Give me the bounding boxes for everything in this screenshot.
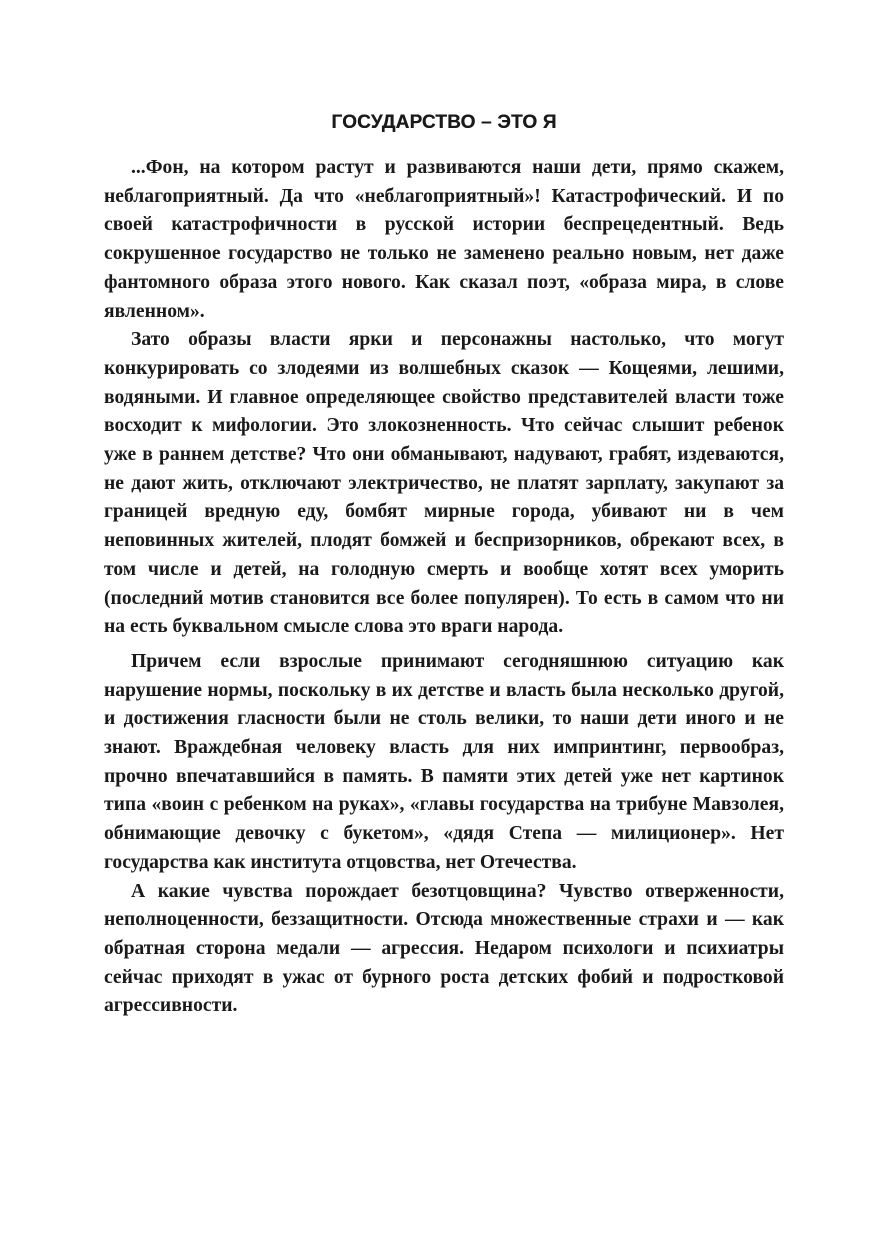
paragraph-4: А какие чувства порождает безотцовщина? Чувство отверженности, неполноценности, беззащитности. Отсюда множественные страхи и — как обратная сторона медали — агрессия. Недаром психологи и психиатры сейчас приходят в ужас от бурного роста детских фобий и подростковой агрессивности. [104,880,784,1017]
paragraph-3: Причем если взрослые принимают сегодняшнюю ситуацию как нарушение нормы, поскольку в их детстве и власть была несколько другой, и достижения гласности были не столь велики, то наши дети иного и не знают. Враждебная человеку власть для них импринтинг, первообраз, прочно впечатавшийся в память. В памяти этих детей уже нет картинок типа «воин с ребенком на руках», «главы государства на трибуне Мавзолея, обнимающие девочку с букетом», «дядя Степа — милиционер». Нет государства как института отцовства, нет Отечества. [104,650,784,873]
paragraph-2: Зато образы власти ярки и персонажны настолько, что могут конкурировать со злодеями из волшебных сказок — Кощеями, лешими, водяными. И главное определяющее свойство представителей власти тоже восходит к мифологии. Это злокозненность. Что сейчас слышит ребенок уже в раннем детстве? Что они обманывают, надувают, грабят, издеваются, не дают жить, отключают электричество, не платят зарплату, закупают за границей вредную еду, бомбят мирные города, убивают ни в чем неповинных жителей, плодят бомжей и беспризорников, обрекают всех, в том числе и детей, на голодную смерть и вообще хотят всех уморить (последний мотив становится все более популярен). То есть в самом что ни на есть буквальном смысле слова это враги народа. [104,329,784,638]
page-title: ГОСУДАРСТВО – ЭТО Я [331,112,557,133]
document-page [104,112,784,1021]
paragraph-1: ...Фон, на котором растут и развиваются наши дети, прямо скажем, неблагоприятный. Да что «неблагоприятный»! Катастрофический. И по своей катастрофичности в русской истории беспрецедентный. Ведь сокрушенное государство не только не заменено реально новым, нет даже фантомного образа этого нового. Как сказал поэт, «образа мира, в слове явленном». [104,157,784,322]
